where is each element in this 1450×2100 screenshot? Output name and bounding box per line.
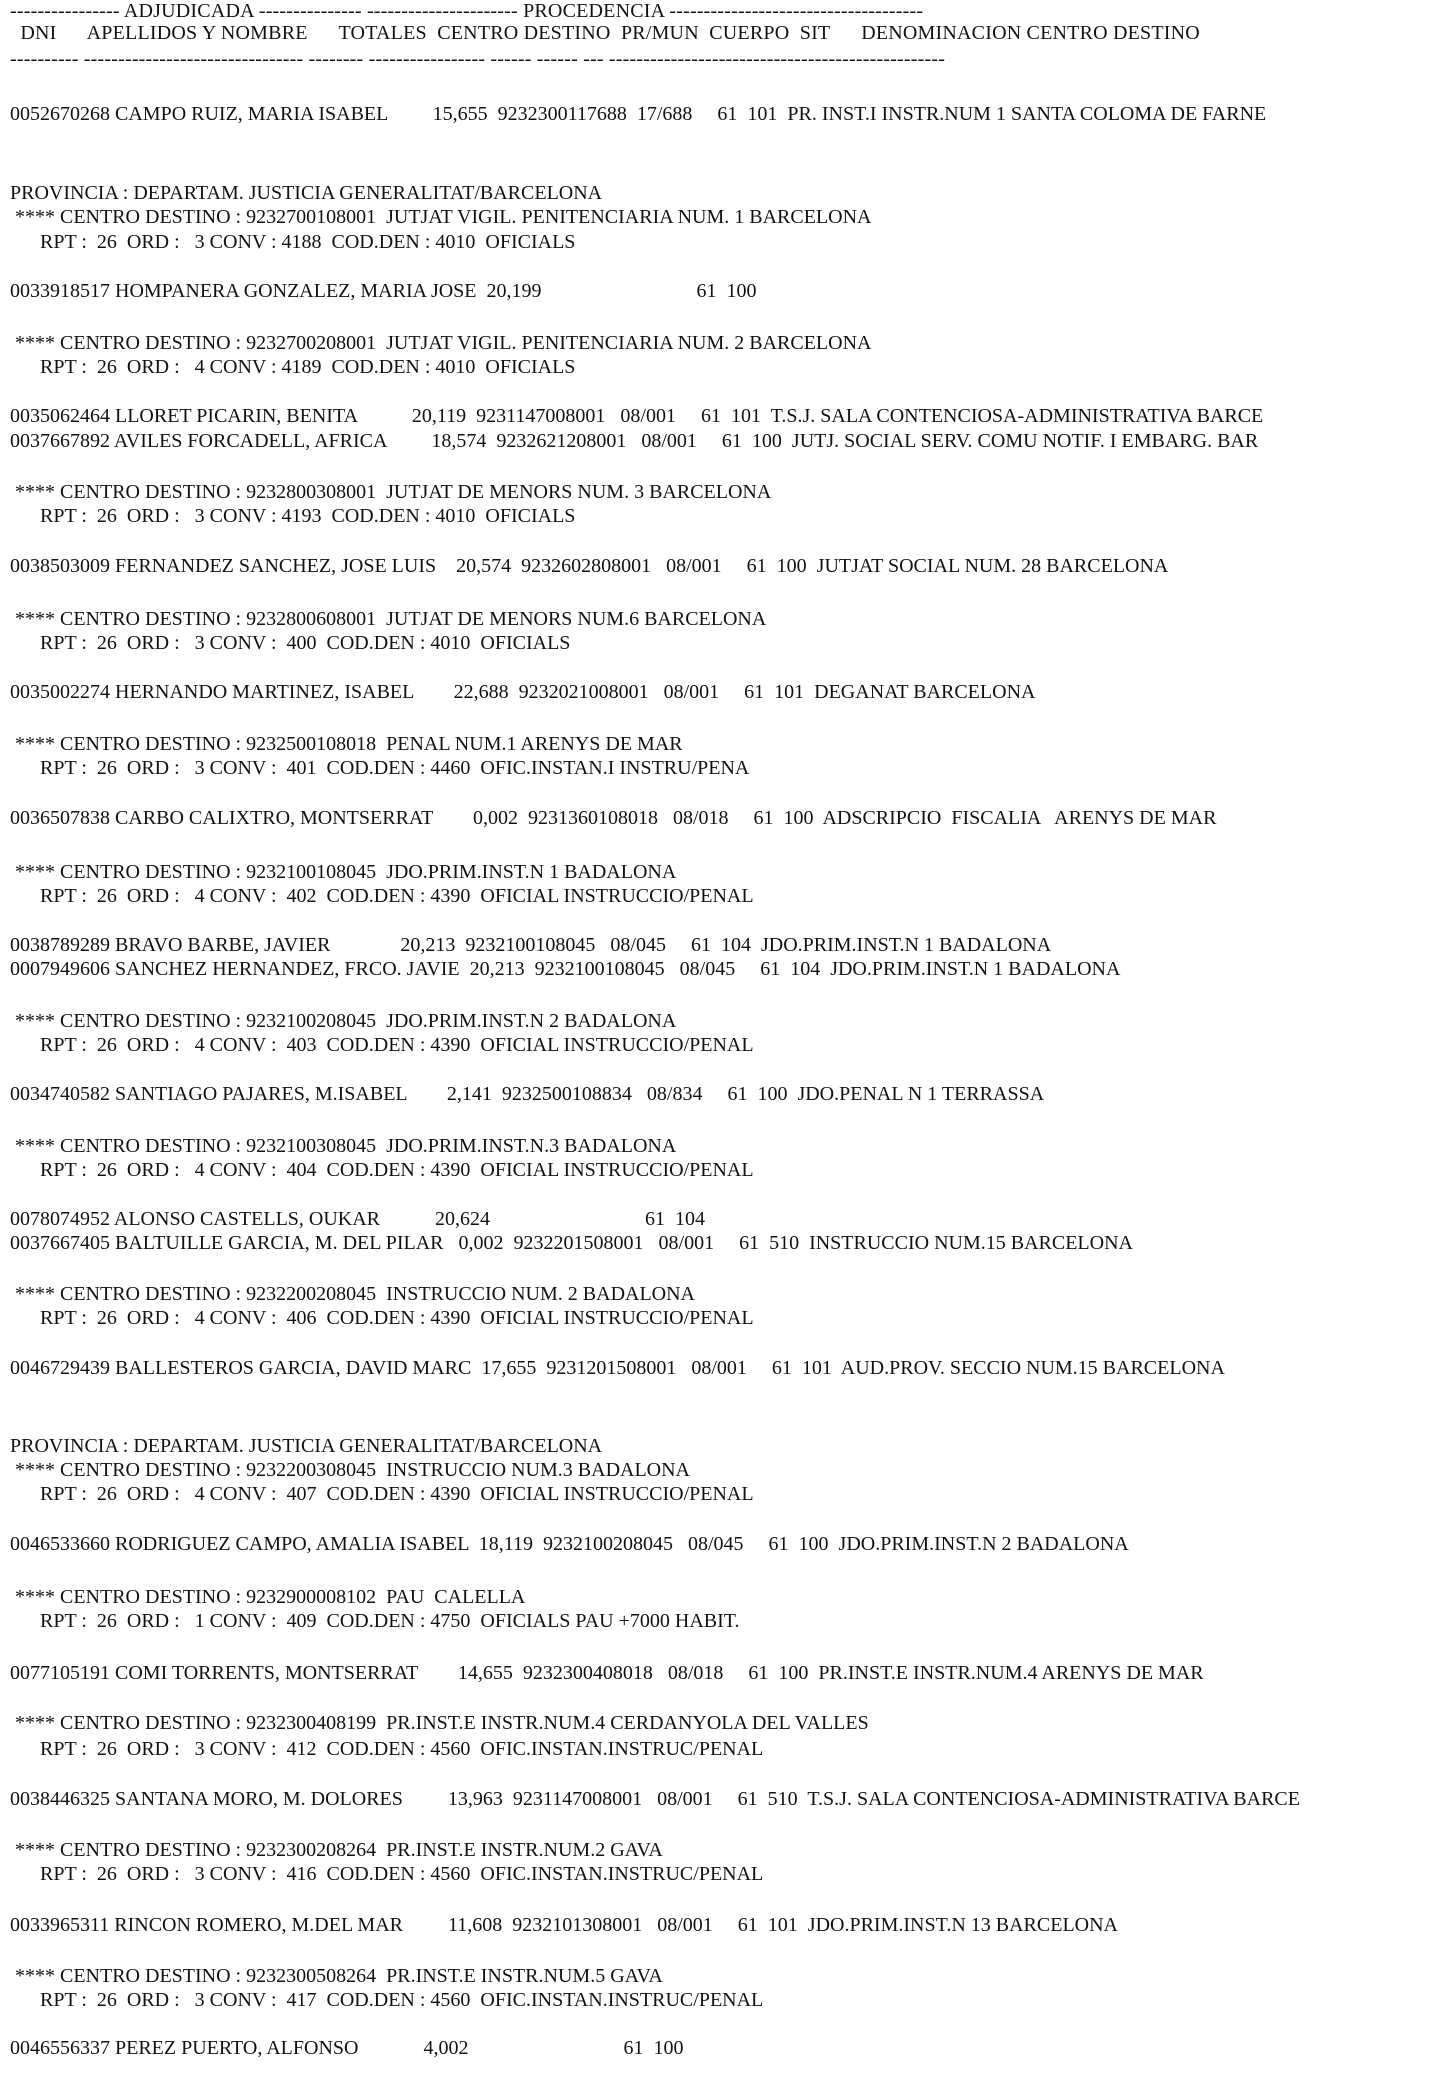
record-line: 0033965311 RINCON ROMERO, M.DEL MAR 11,608 9232101308001 08/001 61 101 JDO.PRIM.INST.N 13 BARCELONA [10,1914,1118,1936]
rpt-line: RPT : 26 ORD : 3 CONV : 401 COD.DEN : 4460 OFIC.INSTAN.I INSTRU/PENA [10,757,750,779]
rpt-line: RPT : 26 ORD : 4 CONV : 407 COD.DEN : 4390 OFICIAL INSTRUCCIO/PENAL [10,1483,754,1505]
centro-line: **** CENTRO DESTINO : 9232800608001 JUTJAT DE MENORS NUM.6 BARCELONA [10,608,767,630]
rpt-line: RPT : 26 ORD : 3 CONV : 416 COD.DEN : 4560 OFIC.INSTAN.INSTRUC/PENAL [10,1863,764,1885]
record-line: 0037667405 BALTUILLE GARCIA, M. DEL PILAR 0,002 9232201508001 08/001 61 510 INSTRUCCIO NUM.15 BARCELONA [10,1232,1133,1254]
record-line: 0038446325 SANTANA MORO, M. DOLORES 13,963 9231147008001 08/001 61 510 T.S.J. SALA CONTENCIOSA-ADMINISTRATIVA BARCE [10,1788,1300,1810]
record-line: 0033918517 HOMPANERA GONZALEZ, MARIA JOSE 20,199 61 100 [10,280,757,302]
header-rule-top: ---------------- ADJUDICADA --------------- ---------------------- PROCEDENCIA ------------------------------------- [10,0,924,22]
record-line: 0035062464 LLORET PICARIN, BENITA 20,119 9231147008001 08/001 61 101 T.S.J. SALA CONTENCIOSA-ADMINISTRATIVA BARCE [10,405,1264,427]
record-line: 0046556337 PEREZ PUERTO, ALFONSO 4,002 61 100 [10,2037,684,2059]
rpt-line: RPT : 26 ORD : 4 CONV : 404 COD.DEN : 4390 OFICIAL INSTRUCCIO/PENAL [10,1159,754,1181]
province-line: PROVINCIA : DEPARTAM. JUSTICIA GENERALITAT/BARCELONA [10,1435,603,1457]
centro-line: **** CENTRO DESTINO : 9232300408199 PR.INST.E INSTR.NUM.4 CERDANYOLA DEL VALLES [10,1712,869,1734]
rpt-line: RPT : 26 ORD : 3 CONV : 417 COD.DEN : 4560 OFIC.INSTAN.INSTRUC/PENAL [10,1989,764,2011]
rpt-line: RPT : 26 ORD : 3 CONV : 4193 COD.DEN : 4010 OFICIALS [10,505,576,527]
record-line: 0034740582 SANTIAGO PAJARES, M.ISABEL 2,141 9232500108834 08/834 61 100 JDO.PENAL N 1 TERRASSA [10,1083,1045,1105]
rpt-line: RPT : 26 ORD : 3 CONV : 412 COD.DEN : 4560 OFIC.INSTAN.INSTRUC/PENAL [10,1738,764,1760]
header-rule-bottom: ---------- -------------------------------- -------- ----------------- ------ ------ --- ------------------------------------------------- [10,48,946,70]
centro-line: **** CENTRO DESTINO : 9232700108001 JUTJAT VIGIL. PENITENCIARIA NUM. 1 BARCELONA [10,206,872,228]
centro-line: **** CENTRO DESTINO : 9232900008102 PAU CALELLA [10,1586,526,1608]
centro-line: **** CENTRO DESTINO : 9232200308045 INSTRUCCIO NUM.3 BADALONA [10,1459,690,1481]
rpt-line: RPT : 26 ORD : 1 CONV : 409 COD.DEN : 4750 OFICIALS PAU +7000 HABIT. [10,1610,740,1632]
record-line: 0046729439 BALLESTEROS GARCIA, DAVID MARC 17,655 9231201508001 08/001 61 101 AUD.PROV. SECCIO NUM.15 BARCELONA [10,1357,1225,1379]
record-line: 0052670268 CAMPO RUIZ, MARIA ISABEL 15,655 9232300117688 17/688 61 101 PR. INST.I INSTR.NUM 1 SANTA COLOMA DE FARNE [10,103,1267,125]
centro-line: **** CENTRO DESTINO : 9232100308045 JDO.PRIM.INST.N.3 BADALONA [10,1135,677,1157]
record-line: 0078074952 ALONSO CASTELLS, OUKAR 20,624 61 104 [10,1208,706,1230]
rpt-line: RPT : 26 ORD : 3 CONV : 400 COD.DEN : 4010 OFICIALS [10,632,571,654]
centro-line: **** CENTRO DESTINO : 9232800308001 JUTJAT DE MENORS NUM. 3 BARCELONA [10,481,772,503]
province-line: PROVINCIA : DEPARTAM. JUSTICIA GENERALITAT/BARCELONA [10,182,603,204]
rpt-line: RPT : 26 ORD : 3 CONV : 4188 COD.DEN : 4010 OFICIALS [10,231,576,253]
record-line: 0038789289 BRAVO BARBE, JAVIER 20,213 9232100108045 08/045 61 104 JDO.PRIM.INST.N 1 BADALONA [10,934,1052,956]
record-line: 0036507838 CARBO CALIXTRO, MONTSERRAT 0,002 9231360108018 08/018 61 100 ADSCRIPCIO FISCALIA ARENYS DE MAR [10,807,1217,829]
centro-line: **** CENTRO DESTINO : 9232200208045 INSTRUCCIO NUM. 2 BADALONA [10,1283,695,1305]
record-line: 0037667892 AVILES FORCADELL, AFRICA 18,574 9232621208001 08/001 61 100 JUTJ. SOCIAL SERV. COMU NOTIF. I EMBARG. BAR [10,430,1259,452]
rpt-line: RPT : 26 ORD : 4 CONV : 4189 COD.DEN : 4010 OFICIALS [10,356,576,378]
record-line: 0038503009 FERNANDEZ SANCHEZ, JOSE LUIS 20,574 9232602808001 08/001 61 100 JUTJAT SOCIAL NUM. 28 BARCELONA [10,555,1169,577]
centro-line: **** CENTRO DESTINO : 9232100108045 JDO.PRIM.INST.N 1 BADALONA [10,861,677,883]
record-line: 0046533660 RODRIGUEZ CAMPO, AMALIA ISABEL 18,119 9232100208045 08/045 61 100 JDO.PRIM.INST.N 2 BADALONA [10,1533,1129,1555]
rpt-line: RPT : 26 ORD : 4 CONV : 402 COD.DEN : 4390 OFICIAL INSTRUCCIO/PENAL [10,885,754,907]
centro-line: **** CENTRO DESTINO : 9232700208001 JUTJAT VIGIL. PENITENCIARIA NUM. 2 BARCELONA [10,332,872,354]
centro-line: **** CENTRO DESTINO : 9232500108018 PENAL NUM.1 ARENYS DE MAR [10,733,683,755]
column-headers: DNI APELLIDOS Y NOMBRE TOTALES CENTRO DESTINO PR/MUN CUERPO SIT DENOMINACION CENTRO DESTINO [10,22,1200,44]
record-line: 0077105191 COMI TORRENTS, MONTSERRAT 14,655 9232300408018 08/018 61 100 PR.INST.E INSTR.NUM.4 ARENYS DE MAR [10,1662,1204,1684]
rpt-line: RPT : 26 ORD : 4 CONV : 406 COD.DEN : 4390 OFICIAL INSTRUCCIO/PENAL [10,1307,754,1329]
centro-line: **** CENTRO DESTINO : 9232100208045 JDO.PRIM.INST.N 2 BADALONA [10,1010,677,1032]
centro-line: **** CENTRO DESTINO : 9232300208264 PR.INST.E INSTR.NUM.2 GAVA [10,1839,663,1861]
rpt-line: RPT : 26 ORD : 4 CONV : 403 COD.DEN : 4390 OFICIAL INSTRUCCIO/PENAL [10,1034,754,1056]
centro-line: **** CENTRO DESTINO : 9232300508264 PR.INST.E INSTR.NUM.5 GAVA [10,1965,663,1987]
record-line: 0007949606 SANCHEZ HERNANDEZ, FRCO. JAVIE 20,213 9232100108045 08/045 61 104 JDO.PRIM.INST.N 1 BADALONA [10,958,1121,980]
record-line: 0035002274 HERNANDO MARTINEZ, ISABEL 22,688 9232021008001 08/001 61 101 DEGANAT BARCELONA [10,681,1036,703]
